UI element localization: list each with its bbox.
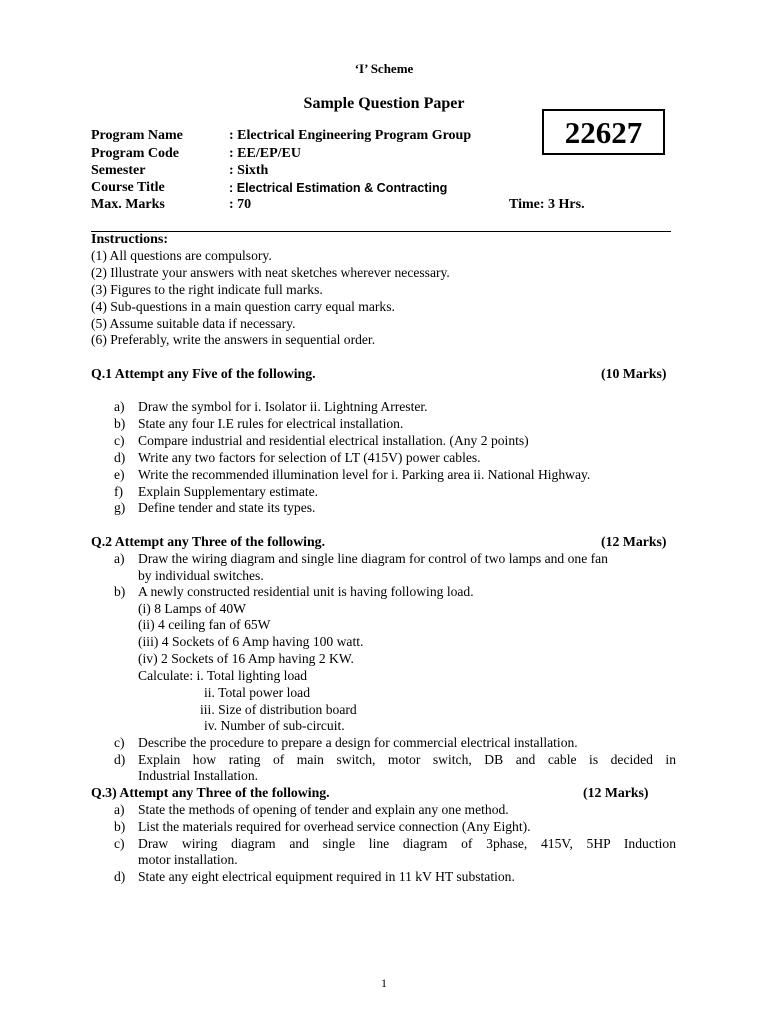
q3-heading: Q.3) Attempt any Three of the following. xyxy=(91,785,330,800)
q2-d-text: Explain how rating of main switch, motor switch, DB and cable is decided in xyxy=(138,752,676,767)
q2-load-item: (iv) 2 Sockets of 16 Amp having 2 KW. xyxy=(138,651,354,666)
q1-item-letter: f) xyxy=(114,484,124,499)
instruction-item: (1) All questions are compulsory. xyxy=(91,248,272,263)
q3-marks: (12 Marks) xyxy=(583,785,649,800)
max-marks-value: : 70 xyxy=(229,197,252,212)
q1-item-text: State any four I.E rules for electrical installation. xyxy=(138,416,404,431)
q2-a-text: Draw the wiring diagram and single line diagram for control of two lamps and one fan xyxy=(138,551,608,566)
program-name-value: : Electrical Engineering Program Group xyxy=(229,128,472,143)
q3-a-text: State the methods of opening of tender and explain any one method. xyxy=(138,802,509,817)
q2-b-letter: b) xyxy=(114,584,126,599)
course-code-box: 22627 xyxy=(542,109,665,155)
q3-c-text: Draw wiring diagram and single line diagram of 3phase, 415V, 5HP Induction xyxy=(138,836,676,851)
instruction-item: (6) Preferably, write the answers in sequential order. xyxy=(91,332,376,347)
course-title-label: Course Title xyxy=(91,180,165,195)
header-divider xyxy=(91,231,671,232)
q2-heading: Q.2 Attempt any Three of the following. xyxy=(91,534,326,549)
scheme-label: ‘I’ Scheme xyxy=(354,61,414,76)
max-marks-label: Max. Marks xyxy=(91,197,165,212)
instructions-heading: Instructions: xyxy=(91,232,169,247)
q3-d-letter: d) xyxy=(114,869,126,884)
q1-item-text: Write the recommended illumination level for i. Parking area ii. National Highway. xyxy=(138,467,591,482)
page-number: 1 xyxy=(381,976,387,990)
q3-a-letter: a) xyxy=(114,802,125,817)
semester-label: Semester xyxy=(91,163,146,178)
q3-c-text-cont: motor installation. xyxy=(138,852,238,867)
q2-c-text: Describe the procedure to prepare a design for commercial electrical installation. xyxy=(138,735,578,750)
q3-b-text: List the materials required for overhead service connection (Any Eight). xyxy=(138,819,531,834)
q3-b-letter: b) xyxy=(114,819,126,834)
q1-item-text: Write any two factors for selection of LT (415V) power cables. xyxy=(138,450,481,465)
q1-item-letter: d) xyxy=(114,450,126,465)
q1-item-text: Explain Supplementary estimate. xyxy=(138,484,319,499)
q1-item-letter: c) xyxy=(114,433,125,448)
q1-item-letter: e) xyxy=(114,467,125,482)
q1-item-text: Compare industrial and residential electrical installation. (Any 2 points) xyxy=(138,433,529,448)
course-title-value: : Electrical Estimation & Contracting xyxy=(229,181,448,195)
q2-d-text-cont: Industrial Installation. xyxy=(138,768,259,783)
q2-marks: (12 Marks) xyxy=(601,534,667,549)
q2-c-letter: c) xyxy=(114,735,125,750)
q1-item-text: Define tender and state its types. xyxy=(138,500,316,515)
q1-item-text: Draw the symbol for i. Isolator ii. Lightning Arrester. xyxy=(138,399,428,414)
q2-a-letter: a) xyxy=(114,551,125,566)
q2-d-letter: d) xyxy=(114,752,126,767)
q2-calc-item: Calculate: i. Total lighting load xyxy=(138,668,308,683)
q1-item-letter: a) xyxy=(114,399,125,414)
instruction-item: (5) Assume suitable data if necessary. xyxy=(91,316,296,331)
program-name-label: Program Name xyxy=(91,128,183,143)
program-code-label: Program Code xyxy=(91,146,179,161)
q2-calc-item: iii. Size of distribution board xyxy=(200,702,357,717)
q2-calc-item: iv. Number of sub-circuit. xyxy=(204,718,345,733)
q2-a-text-cont: by individual switches. xyxy=(138,568,264,583)
page-title: Sample Question Paper xyxy=(303,95,465,112)
q3-c-letter: c) xyxy=(114,836,125,851)
q1-heading: Q.1 Attempt any Five of the following. xyxy=(91,366,316,381)
q2-load-item: (iii) 4 Sockets of 6 Amp having 100 watt. xyxy=(138,634,364,649)
instruction-item: (2) Illustrate your answers with neat sketches wherever necessary. xyxy=(91,265,450,280)
instruction-item: (3) Figures to the right indicate full marks. xyxy=(91,282,323,297)
q1-marks: (10 Marks) xyxy=(601,366,667,381)
q3-d-text: State any eight electrical equipment required in 11 kV HT substation. xyxy=(138,869,515,884)
q2-calc-item: ii. Total power load xyxy=(204,685,311,700)
program-code-value: : EE/EP/EU xyxy=(229,146,301,161)
q2-load-item: (i) 8 Lamps of 40W xyxy=(138,601,246,616)
q2-load-item: (ii) 4 ceiling fan of 65W xyxy=(138,617,271,632)
q1-item-letter: b) xyxy=(114,416,126,431)
q2-b-text: A newly constructed residential unit is having following load. xyxy=(138,584,474,599)
time-value: Time: 3 Hrs. xyxy=(509,197,585,212)
semester-value: : Sixth xyxy=(229,163,269,178)
q1-item-letter: g) xyxy=(114,500,126,515)
instruction-item: (4) Sub-questions in a main question carry equal marks. xyxy=(91,299,395,314)
